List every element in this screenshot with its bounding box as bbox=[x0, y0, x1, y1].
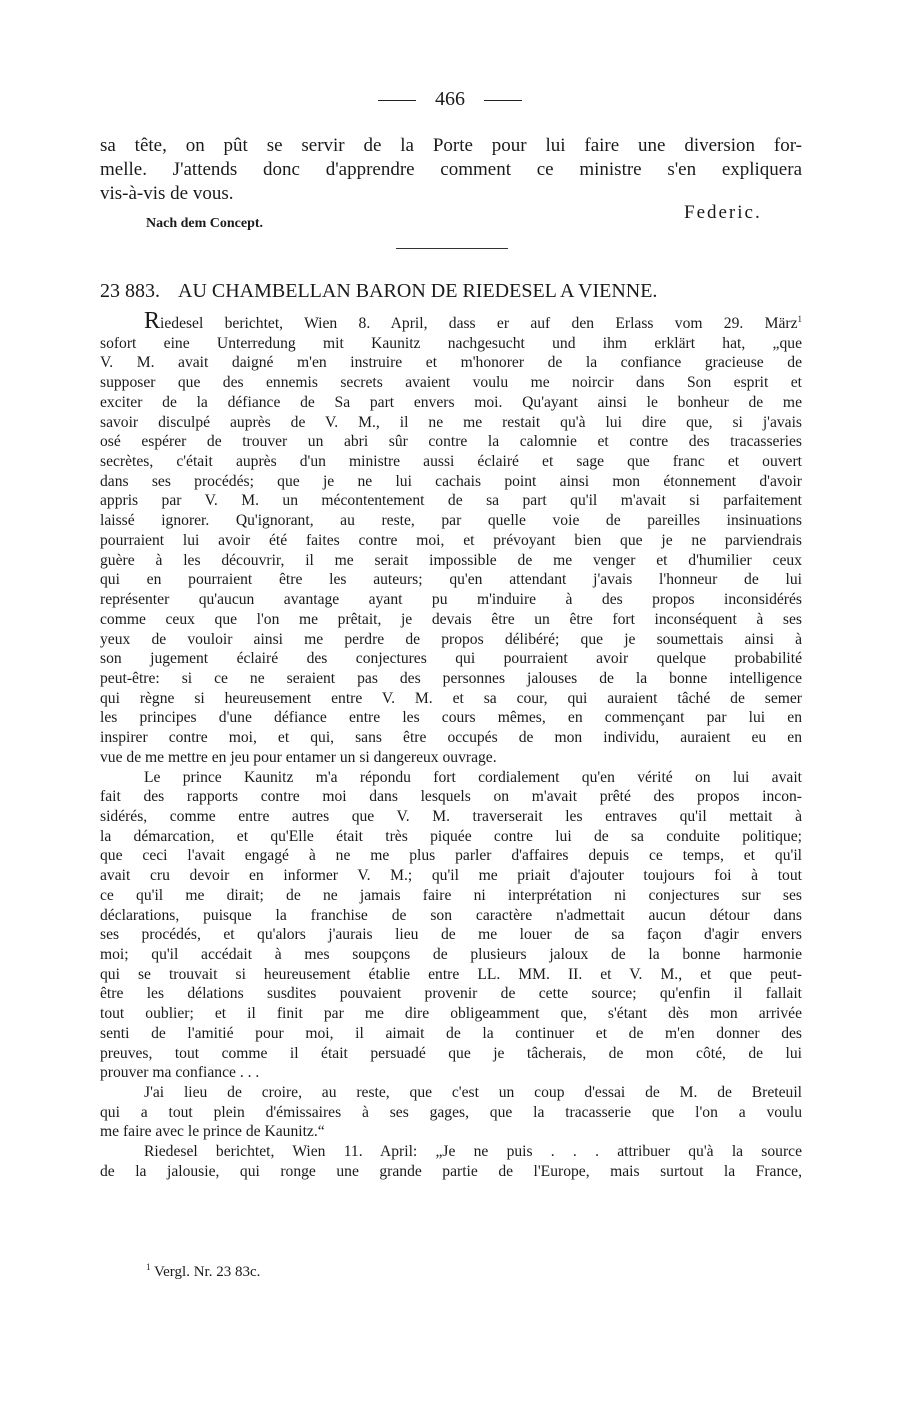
body-line: qui règne si heureusement entre V. M. et sa cour, qui auraient tâché de semer bbox=[100, 689, 802, 707]
header-rule-left bbox=[378, 100, 416, 101]
body-line: peut-être: si ce ne seraient pas des personnes jalouses de la bonne intelligence bbox=[100, 669, 802, 687]
body-line: Riedesel berichtet, Wien 11. April: „Je ne puis . . . attribuer qu'à la source bbox=[144, 1143, 802, 1161]
body-line: les principes d'une défiance entre les cours mêmes, en commençant par lui en bbox=[100, 709, 802, 727]
body-line: laissé ignorer. Qu'ignorant, au reste, par quelle voie de pareilles insinuations bbox=[100, 512, 802, 530]
body-line: exciter de la défiance de Sa part envers moi. Qu'ayant ainsi le bonheur de me bbox=[100, 393, 802, 411]
body-line: preuves, tout comme il était persuadé que je tâcherais, de mon côté, de lui bbox=[100, 1044, 802, 1062]
continuation-line: vis-à-vis de vous. bbox=[100, 183, 234, 204]
body-line: qui se trouvait si heureusement établie entre LL. MM. II. et V. M., et que peut- bbox=[100, 965, 802, 983]
body-line: vue de me mettre en jeu pour entamer un si dangereux ouvrage. bbox=[100, 748, 497, 766]
body-line: déclarations, puisque la franchise de son caractère n'admettait aucun détour dans bbox=[100, 906, 802, 924]
page-header bbox=[0, 88, 900, 111]
footnote-ref: 1 bbox=[797, 313, 802, 324]
body-line: savoir disculpé auprès de V. M., il ne me restait qu'à lui dire que, si j'avais bbox=[100, 413, 802, 431]
signature: Federic. bbox=[684, 202, 762, 223]
continuation-line: melle. J'attends donc d'apprendre comment ce ministre s'en expliquera bbox=[100, 159, 802, 180]
footnote-text: Vergl. Nr. 23 83c. bbox=[153, 1264, 261, 1280]
body-first-line bbox=[100, 308, 802, 334]
body-line: de la jalousie, qui ronge une grande partie de l'Europe, mais surtout la France, bbox=[100, 1162, 802, 1180]
letter-number: 23 883. bbox=[100, 280, 160, 302]
section-separator bbox=[396, 248, 508, 249]
body-line: la démarcation, et qu'Elle était très piquée contre lui de sa conduite politique; bbox=[100, 827, 802, 845]
body-line: me faire avec le prince de Kaunitz.“ bbox=[100, 1123, 325, 1141]
body-first-line-text: iedesel berichtet, Wien 8. April, dass er auf den Erlass vom 29. März bbox=[160, 315, 798, 332]
body-line: ce qu'il me dirait; de ne jamais faire ni interprétation ni conjectures sur ses bbox=[100, 886, 802, 904]
body-line: comme ceux que l'on me prêtait, je devais être un être fort inconséquent à ses bbox=[100, 610, 802, 628]
body-line: sidérés, comme entre autres que V. M. traverserait les entraves qu'il mettait à bbox=[100, 807, 802, 825]
body-line: senti de l'amitié pour moi, il aimait de la continuer et de m'en donner des bbox=[100, 1024, 802, 1042]
body-line: son jugement éclairé des conjectures qui pourraient avoir quelque probabilité bbox=[100, 650, 802, 668]
body-line: appris par V. M. un mécontentement de sa part qu'il m'avait si parfaitement bbox=[100, 492, 802, 510]
page-number: 466 bbox=[435, 88, 465, 110]
body-line: prouver ma confiance . . . bbox=[100, 1064, 260, 1082]
body-line: supposer que des ennemis secrets avaient voulu me noircir dans Son esprit et bbox=[100, 374, 802, 392]
body-line: ses procédés, et qu'alors j'aurais lieu de me louer de sa façon d'agir envers bbox=[100, 926, 802, 944]
letter-body bbox=[100, 308, 802, 1182]
body-line: dans ses procédés; que je ne lui cachais point ainsi mon étonnement d'avoir bbox=[100, 472, 802, 490]
footnote-marker: 1 bbox=[146, 1262, 151, 1272]
body-line: que ceci l'avait engagé à ne me plus parler d'affaires depuis ce temps, et qu'il bbox=[100, 847, 802, 865]
body-line: guère à les découvrir, il me serait impossible de me venger et d'humilier ceux bbox=[100, 551, 802, 569]
body-line: fait des rapports contre moi dans lesquels on m'avait prêté des propos incon- bbox=[100, 788, 802, 806]
source-note: Nach dem Concept. bbox=[146, 216, 264, 231]
body-line: sofort eine Unterredung mit Kaunitz nachgesucht und ihm erklärt hat, „que bbox=[100, 334, 802, 352]
letter-heading bbox=[100, 280, 802, 303]
body-line: être les délations susdites pouvaient provenir de cette source; qu'enfin il fallait bbox=[100, 985, 802, 1003]
continuation-text bbox=[100, 134, 802, 206]
footnote bbox=[146, 1264, 260, 1281]
body-line: moi; qu'il accédait à mes soupçons de plusieurs jaloux de la bonne harmonie bbox=[100, 946, 802, 963]
body-line: Le prince Kaunitz m'a répondu fort cordialement qu'en vérité on lui avait bbox=[144, 768, 802, 786]
initial-letter: R bbox=[144, 308, 161, 334]
letter-title: AU CHAMBELLAN BARON DE RIEDESEL A VIENNE. bbox=[178, 280, 658, 302]
body-line: qui a tout plein d'émissaires à ses gages, que la tracasserie que l'on a voulu bbox=[100, 1103, 802, 1121]
body-line: yeux de vouloir ainsi me perdre de propos délibéré; que je soumettais ainsi à bbox=[100, 630, 802, 648]
header-rule-right bbox=[484, 100, 522, 101]
body-line: inspirer contre moi, et qui, sans être occupés de mon individu, auraient eu en bbox=[100, 729, 802, 747]
body-line: osé espérer de trouver un abri sûr contre la calomnie et contre des tracasseries bbox=[100, 433, 802, 451]
body-line: pourraient lui avoir été faites contre moi, et prévoyant bien que je ne parviendrais bbox=[100, 531, 802, 549]
body-line: qui en pourraient être les auteurs; qu'en attendant j'avais l'honneur de lui bbox=[100, 571, 802, 589]
continuation-line: sa tête, on pût se servir de la Porte pour lui faire une diversion for- bbox=[100, 135, 802, 156]
body-line: secrètes, c'était auprès d'un ministre aussi éclairé et sage que franc et ouvert bbox=[100, 453, 802, 471]
body-line: tout oublier; et il finit par me dire obligeamment que, s'étant dès mon arrivée bbox=[100, 1005, 802, 1023]
body-line: J'ai lieu de croire, au reste, que c'est un coup d'essai de M. de Breteuil bbox=[144, 1084, 802, 1102]
body-line: avait cru devoir en informer V. M.; qu'il me priait d'ajouter toujours foi à tout bbox=[100, 867, 802, 885]
body-line: V. M. avait daigné m'en instruire et m'honorer de la confiance gracieuse de bbox=[100, 354, 802, 372]
body-line: représenter qu'aucun avantage ayant pu m'induire à des propos inconsidérés bbox=[100, 591, 802, 609]
